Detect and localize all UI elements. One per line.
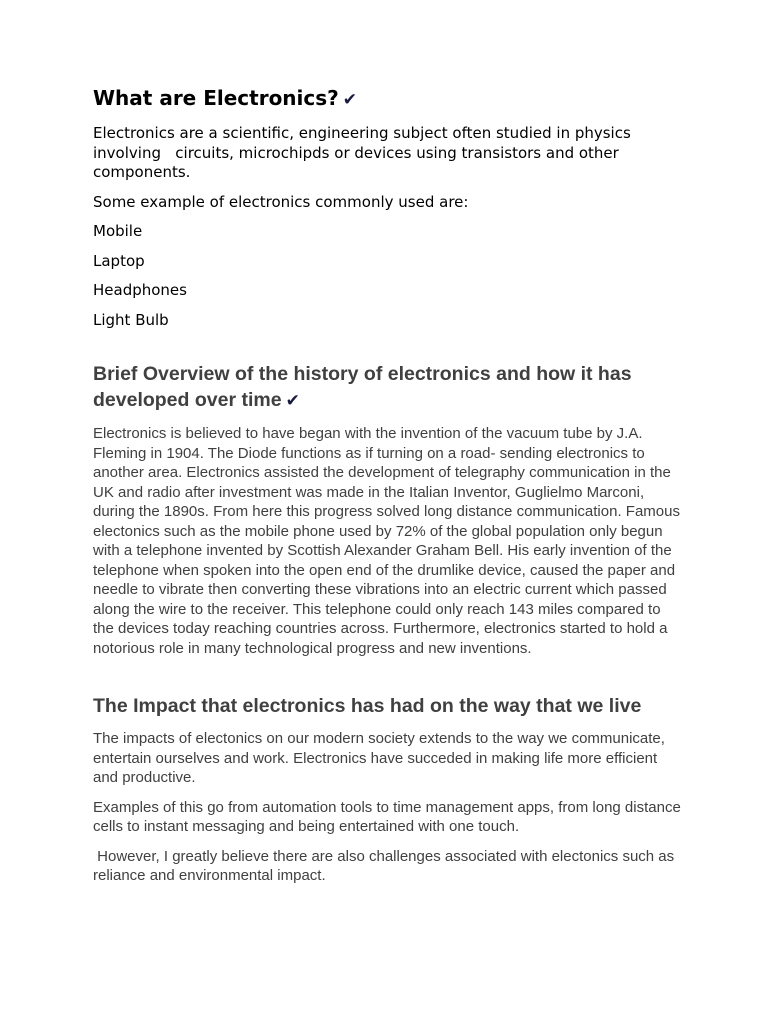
list-item: Headphones	[93, 281, 187, 299]
check-icon: ✔	[285, 391, 300, 411]
section3-paragraph: However, I greatly believe there are also challenges associated with electonics such as reliance and environmental impact.	[93, 847, 679, 884]
section3-paragraph: Examples of this go from automation tools to time management apps, from long distance cells to instant messaging and being entertained with one touch.	[93, 798, 685, 835]
list-item: Mobile	[93, 222, 143, 240]
section3-paragraph: The impacts of electonics on our modern society extends to the way we communicate, entertain ourselves and work. Electronics have succeded in making life more efficient and productive.	[93, 730, 670, 786]
list-item: Light Bulb	[93, 310, 169, 329]
section2-title: Brief Overview of the history of electronics and how it has developed over time	[93, 363, 632, 411]
check-icon: ✔	[342, 90, 358, 110]
section2-heading	[93, 361, 683, 414]
list-item: Laptop	[93, 251, 145, 270]
section1-heading	[93, 84, 683, 114]
section3-heading: The Impact that electronics has had on the way that we live	[93, 695, 642, 717]
section1-examples-intro: Some example of electronics commonly used are:	[93, 192, 469, 211]
document-page	[93, 84, 683, 896]
section1-title: What are Electronics?	[93, 86, 339, 110]
section1-intro: Electronics are a scientific, engineering subject often studied in physics involving circuits, microchipds or devices using transistors and other components.	[93, 124, 636, 181]
examples-list	[93, 222, 683, 330]
section2-body: Electronics is believed to have began with the invention of the vacuum tube by J.A. Fleming in 1904. The Diode functions as if turning on a road- sending electronics to another area. Electronics assisted the development of telegraphy communication in the UK and radio after investment was made in the Italian Inventor, Guglielmo Marconi, during the 1890s. From here this progress solved long distance communication. Famous electonics such as the mobile phone used by 72% of the global population only begun with a telephone invented by Scottish Alexander Graham Bell. His early invention of the telephone when spoken into the open end of the drumlike device, caused the paper and needle to vibrate then converting these vibrations into an electric current which passed along the wire to the receiver. This telephone could only reach 143 miles compared to the devices today reaching countries across. Furthermore, electronics started to hold a notorious role in many technological progress and new inventions.	[93, 425, 685, 657]
